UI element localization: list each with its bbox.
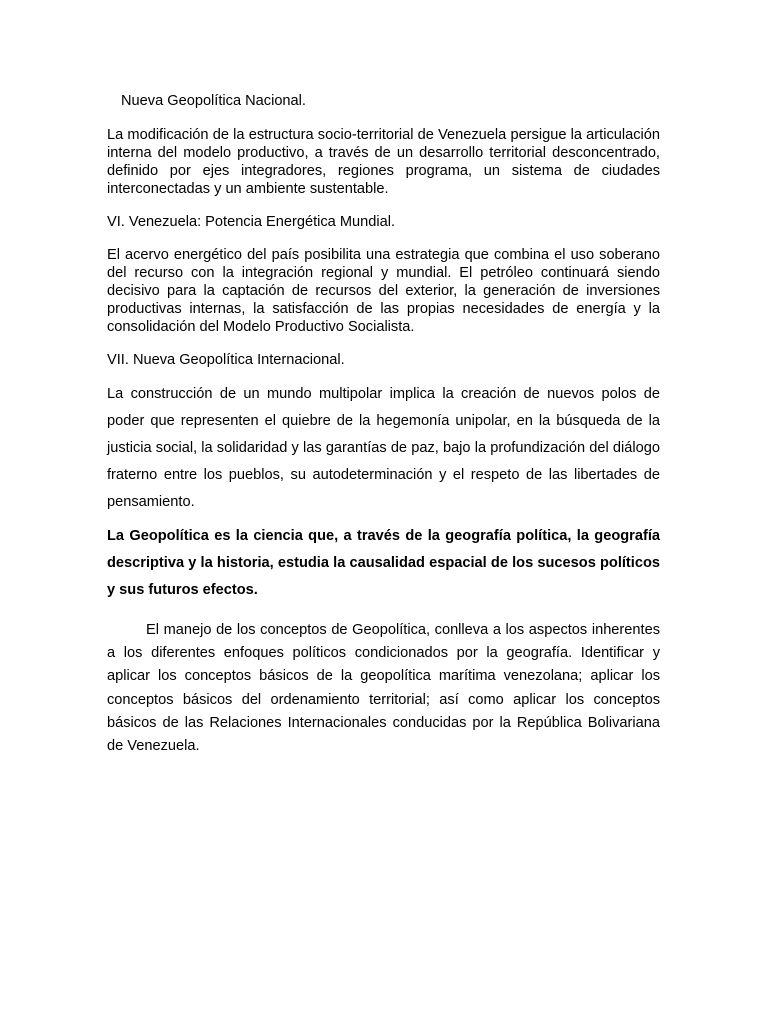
section-heading-geopolitica-internacional: VII. Nueva Geopolítica Internacional. (107, 352, 345, 368)
section-heading-potencia-energetica: VI. Venezuela: Potencia Energética Mundial. (107, 214, 396, 230)
paragraph-manejo-conceptos: El manejo de los conceptos de Geopolítica, conlleva a los aspectos inherentes a los diferentes enfoques políticos condicionados por la geografía. Identificar y aplicar los conceptos básicos de la geopolítica marítima venezolana; aplicar los conceptos básicos del ordenamiento territorial; así como aplicar los conceptos básicos de las Relaciones Internacionales conducidas por la República Bolivariana de Venezuela. (107, 622, 660, 755)
paragraph-mundo-multipolar: La construcción de un mundo multipolar implica la creación de nuevos polos de poder que representen el quiebre de la hegemonía unipolar, en la búsqueda de la justicia social, la solidaridad y las garantías de paz, bajo la profundización del diálogo fraterno entre los pueblos, su autodeterminación y el respeto de las libertades de pensamiento. (107, 386, 660, 510)
document-body (107, 92, 660, 758)
paragraph-acervo-energetico: El acervo energético del país posibilita una estrategia que combina el uso soberano del recurso con la integración regional y mundial. El petróleo continuará siendo decisivo para la captación de recursos del exterior, la generación de inversiones productivas internas, la satisfacción de las propias necesidades de energía y la consolidación del Modelo Productivo Socialista. (107, 247, 660, 335)
section-heading-nueva-geopolitica-nacional: Nueva Geopolítica Nacional. (121, 93, 306, 109)
definition-geopolitica: La Geopolítica es la ciencia que, a través de la geografía política, la geografía descriptiva y la historia, estudia la causalidad espacial de los sucesos políticos y sus futuros efectos. (107, 528, 660, 598)
paragraph-estructura-socio-territorial: La modificación de la estructura socio-territorial de Venezuela persigue la articulación interna del modelo productivo, a través de un desarrollo territorial desconcentrado, definido por ejes integradores, regiones programa, un sistema de ciudades interconectadas y un ambiente sustentable. (107, 127, 660, 197)
